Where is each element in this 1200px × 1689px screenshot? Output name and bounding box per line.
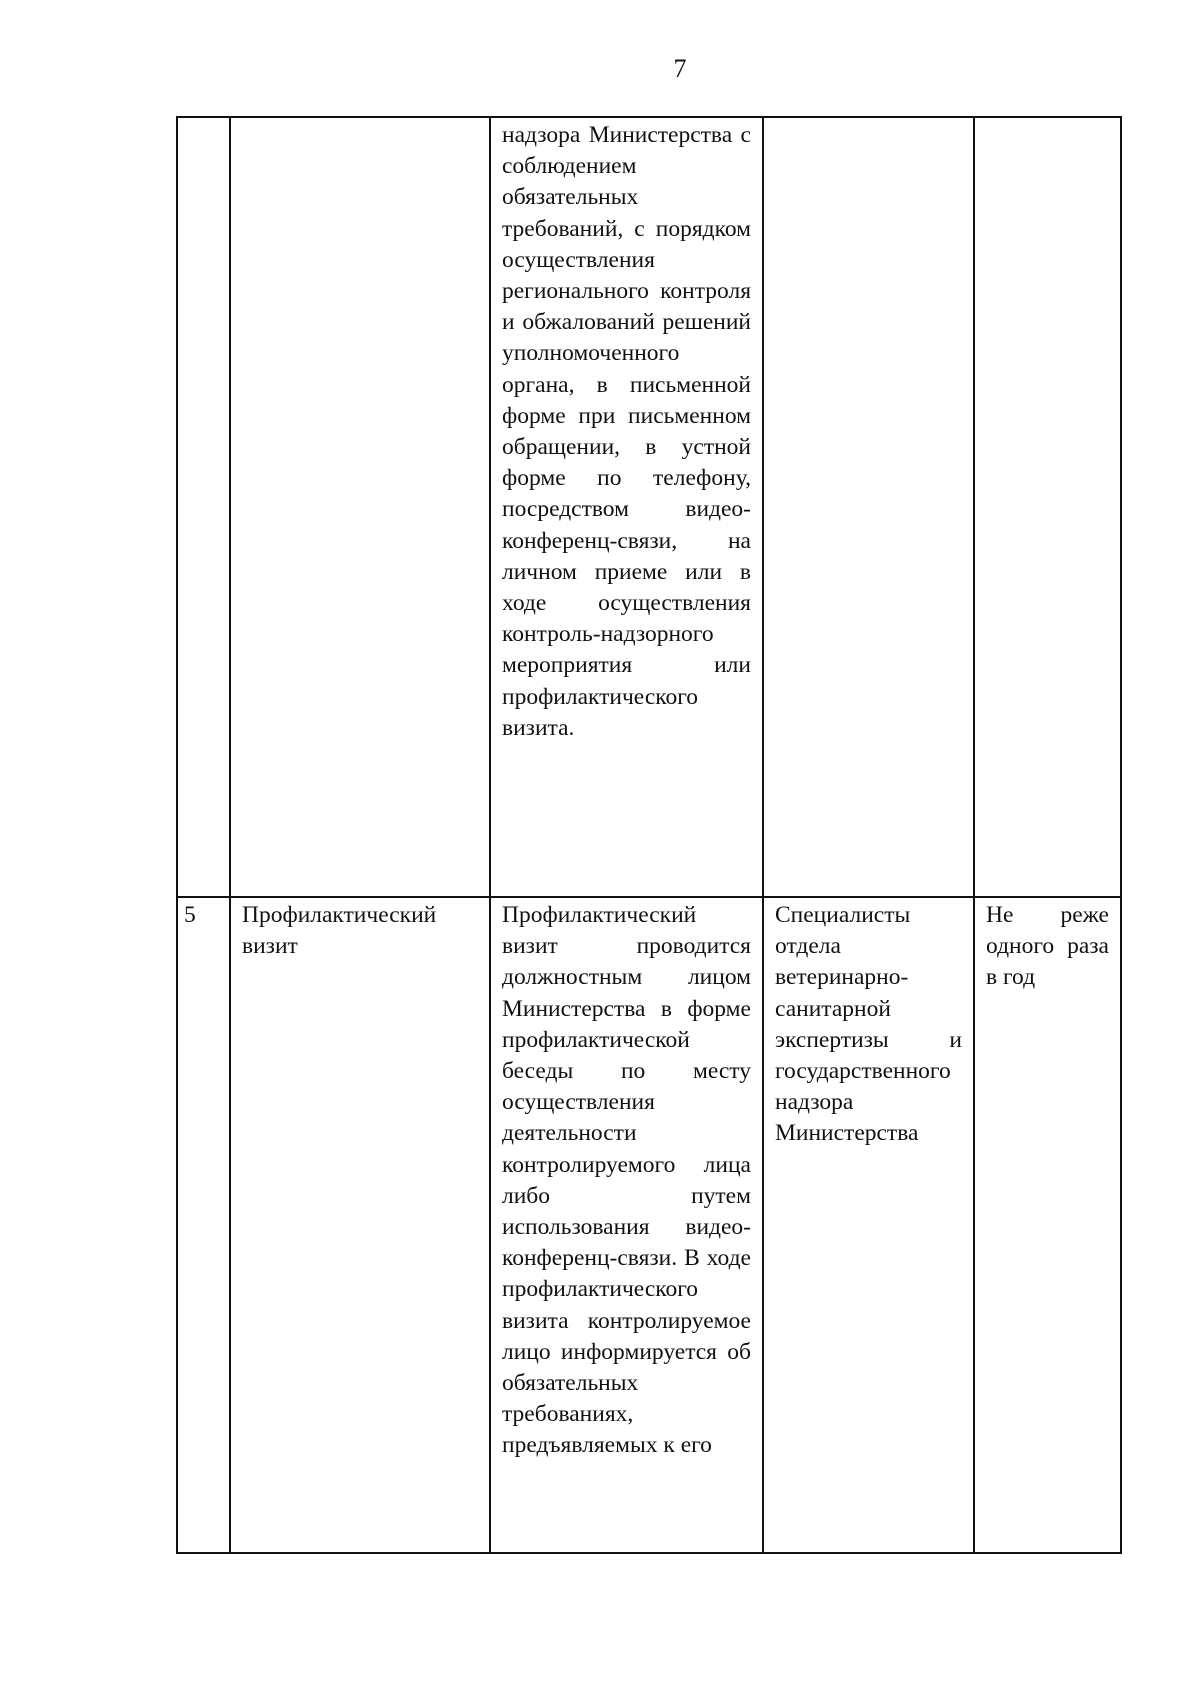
measures-table	[176, 116, 1122, 1554]
frequency-cell	[974, 897, 1121, 1553]
responsible-cell	[763, 117, 974, 897]
measure-type-cell	[230, 117, 490, 897]
row-number-cell	[177, 117, 230, 897]
table-row-5	[177, 897, 1121, 1553]
measure-type: Профилактический визит	[242, 902, 437, 960]
measure-description-cell	[490, 897, 763, 1553]
row-number-cell	[177, 897, 230, 1553]
frequency: Не реже одного раза в год	[986, 902, 1109, 991]
measure-type-cell	[230, 897, 490, 1553]
responsible-cell	[763, 897, 974, 1553]
page-number: 7	[673, 54, 687, 83]
responsible-persons: Специалисты отдела ветеринарно-санитарной экспертизы и государственного надзора Министерства	[775, 902, 962, 1147]
measure-description-cell	[490, 117, 763, 897]
measure-description: Профилактический визит проводится должностным лицом Министерства в форме профилактической беседы по месту осуществления деятельности контролируемого лица либо путем использования видео-конференц-связи. В ходе профилактического визита контролируемое лицо информируется об обязательных требованиях, предъявляемых к его	[502, 902, 751, 1459]
measure-description: надзора Министерства с соблюдением обязательных требований, с порядком осуществления регионального контроля и обжалований решений уполномоченного органа, в письменной форме при письменном обращении, в устной форме по телефону, посредством видео-конференц-связи, на личном приеме или в ходе осуществления контроль-надзорного мероприятия или профилактического визита.	[502, 122, 751, 741]
row-number: 5	[184, 902, 196, 928]
table-row-continuation	[177, 117, 1121, 897]
frequency-cell	[974, 117, 1121, 897]
